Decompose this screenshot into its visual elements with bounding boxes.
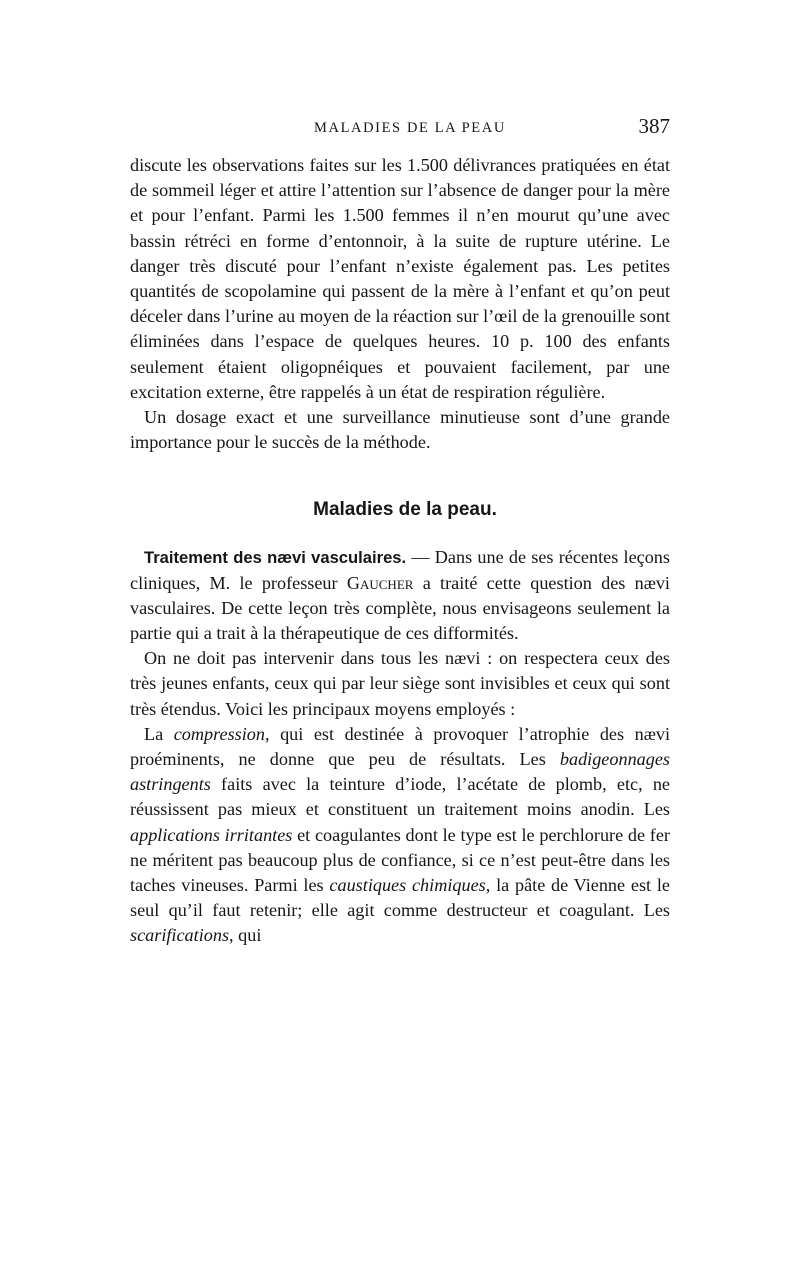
paragraph-methods: [130, 722, 670, 949]
paragraph-text: , qui est destinée à provoquer l’atrophie des nævi proéminents, ne donne que peu de résultats. Les: [130, 723, 670, 770]
running-head: [130, 114, 670, 144]
paragraph-naevi-intro: [130, 545, 670, 646]
section-heading: Maladies de la peau.: [313, 499, 497, 521]
paragraph-text: et coagulantes dont le type est le perchlorure de fer ne méritent pas beaucoup plus de confiance, si ce n’est peut-être dans les taches vineuses. Parmi les: [130, 824, 670, 896]
paragraph-text: , la pâte de Vienne est le seul qu’il faut retenir; elle agit comme destructeur et coagulant. Les: [130, 875, 670, 921]
paragraph-dosage: Un dosage exact et une surveillance minutieuse sont d’une grande importance pour le succès de la méthode.: [130, 407, 670, 453]
italic-term: badigeonnages astringents: [130, 749, 670, 795]
paragraph-intervention: On ne doit pas intervenir dans tous les nævi : on respectera ceux des très jeunes enfants, ceux qui par leur siège sont invisibles et ceux qui sont très étendus. Voici les principaux moyens employés :: [130, 648, 670, 719]
page-number: 387: [638, 114, 670, 138]
body-text: [130, 153, 670, 949]
paragraph-text: — Dans une de ses récentes leçons cliniques, M. le professeur: [130, 547, 670, 593]
italic-term: compression: [173, 723, 265, 744]
paragraph-scopolamine: discute les observations faites sur les 1.500 délivrances pratiquées en état de sommeil léger et attire l’attention sur l’absence de danger pour la mère et pour l’enfant. Parmi les 1.500 femmes il n’en mourut qu’une avec bassin rétréci en forme d’entonnoir, à la suite de rupture utérine. Le danger très discuté pour l’enfant n’existe également pas. Les petites quantités de scopolamine qui passent de la mère à l’enfant et qu’on peut déceler dans l’urine au moyen de la réaction sur l’œil de la grenouille sont éliminées dans l’espace de quelques heures. 10 p. 100 des enfants seulement étaient oligopnéiques et pouvaient facilement, par une excitation externe, être rappelés à un état de respiration régulière.: [130, 155, 670, 402]
italic-term: applications irritantes: [130, 824, 293, 845]
paragraph-text: La: [144, 723, 174, 744]
paragraph-text: faits avec la teinture d’iode, l’acétate de plomb, etc, ne réussissent pas mieux et constituent un traitement moins anodin. Les: [130, 774, 670, 820]
paragraph-text: , qui: [229, 925, 262, 946]
running-title: MALADIES DE LA PEAU: [314, 120, 506, 136]
author-name: Gaucher: [346, 572, 414, 593]
run-in-heading: Traitement des nævi vasculaires.: [144, 548, 407, 568]
italic-term: caustiques chimiques: [329, 875, 486, 896]
italic-term: scarifications: [130, 925, 230, 946]
paragraph-text: a traité cette question des nævi vasculaires. De cette leçon très complète, nous envisageons seulement la partie qui a trait à la thérapeutique de ces difformités.: [130, 572, 670, 644]
